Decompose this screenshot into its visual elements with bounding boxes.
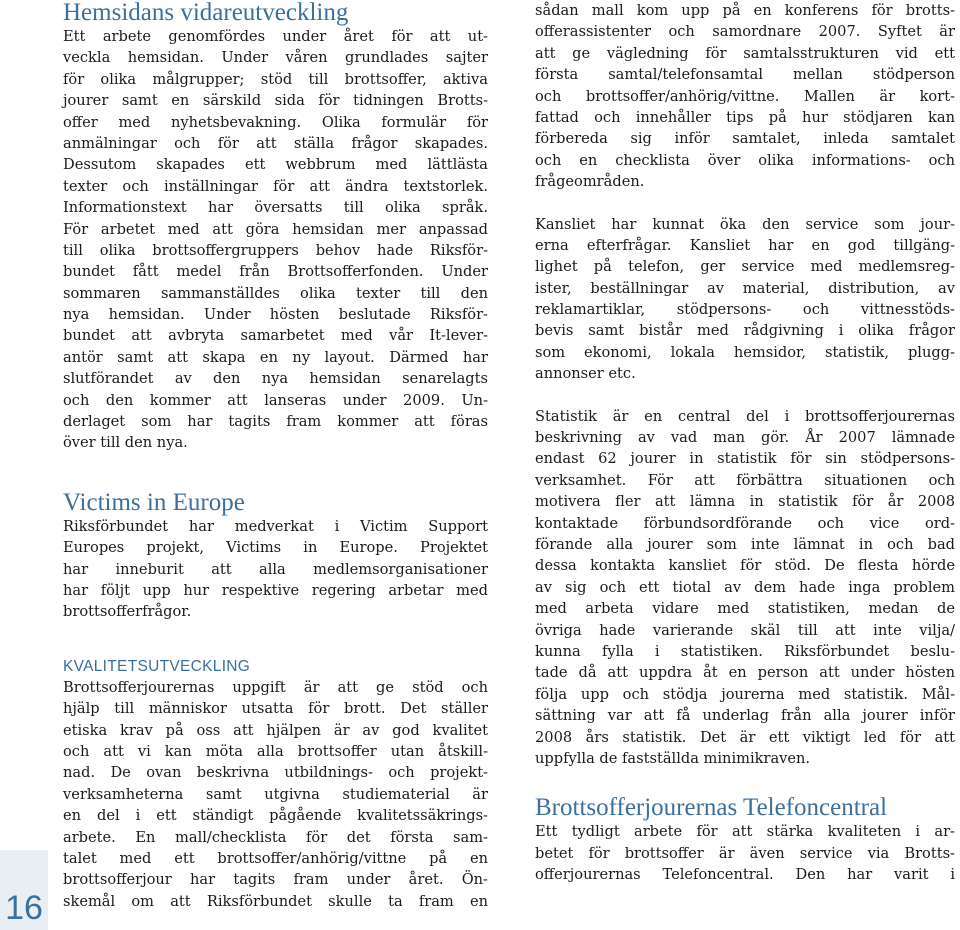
text-line: Informationstext har översatts till olika språk.	[63, 199, 488, 217]
text-line: förande alla jourer som inte lämnat in och bad	[535, 535, 955, 553]
text-line: övriga hade varierande skäl till att inte vilja/	[535, 621, 955, 639]
text-line: en del i ett ständigt pågående kvalitetssäkrings-	[63, 807, 488, 825]
paragraph-telefoncentral	[535, 821, 955, 885]
right-column	[535, 0, 955, 885]
text-line: och brottsoffer/anhörig/vittne. Mallen är kort-	[535, 87, 955, 105]
text-line: Statistik är en central del i brottsofferjourernas	[535, 407, 955, 425]
text-line: sättning var att få underlag från alla jourer inför	[535, 707, 955, 725]
text-line: nya hemsidan. Under hösten beslutade Riksför-	[63, 306, 488, 324]
text-line: brottsofferjour har tagits fram under året. Ön-	[63, 871, 488, 889]
text-line: fattad och innehåller tips på hur stödjaren kan	[535, 108, 955, 126]
text-line: och en checklista över olika informations- och	[535, 151, 955, 169]
text-line: tade då att uppdra åt en person att under hösten	[535, 664, 955, 682]
paragraph-kvalitet	[63, 677, 488, 912]
heading-hemsidans-vidareutveckling: Hemsidans vidareutveckling	[63, 0, 349, 26]
text-line: och den kommer att lanseras under 2009. Un-	[63, 391, 488, 409]
text-line: veckla hemsidan. Under våren grundlades sajter	[63, 49, 488, 67]
text-line: uppfylla de fastställda minimikraven.	[535, 749, 811, 767]
text-line: jourer samt en särskild sida för tidningen Brotts-	[63, 92, 488, 110]
text-line: förbereda sig inför samtalet, inleda samtalet	[535, 130, 955, 148]
text-line: med arbeta vidare med statistiken, medan de	[535, 600, 955, 618]
text-line: bundet fått medel från Brottsofferfonden. Under	[63, 263, 488, 281]
text-line: har inneburit att alla medlemsorganisationer	[63, 560, 488, 578]
text-line: talet med ett brottsoffer/anhörig/vittne på en	[63, 849, 488, 867]
text-line: över till den nya.	[63, 434, 188, 452]
text-line: offerassistenter och samordnare 2007. Syftet är	[535, 23, 955, 41]
text-line: annonser etc.	[535, 365, 636, 383]
text-line: verksamhet. För att förbättra situationen och	[535, 471, 955, 489]
text-line: För arbetet med att göra hemsidan mer anpassad	[63, 220, 488, 238]
text-line: erna efterfrågar. Kansliet har en god tillgäng-	[535, 236, 955, 254]
text-line: offerjourernas Telefoncentral. Den har varit i	[535, 866, 955, 884]
paragraph-victims	[63, 516, 488, 623]
text-line: till olika brottsoffergruppers behov hade Riksför-	[63, 241, 488, 259]
paragraph-hemsidan	[63, 26, 488, 454]
text-line: brottsofferfrågor.	[63, 603, 192, 621]
text-line: derlaget som har tagits fram kommer att föras	[63, 413, 488, 431]
text-line: skemål om att Riksförbundet skulle ta fram en	[63, 892, 488, 910]
text-line: sommaren sammanställdes olika texter till den	[63, 284, 488, 302]
text-line: Brottsofferjourernas uppgift är att ge stöd och	[63, 678, 488, 696]
text-line: kunna fylla i statistiken. Riksförbundet beslu-	[535, 642, 955, 660]
page-number: 16	[0, 850, 48, 930]
text-line: slutförandet av den nya hemsidan senarelagts	[63, 370, 488, 388]
text-line: Riksförbundet har medverkat i Victim Support	[63, 517, 488, 535]
left-column	[63, 0, 488, 912]
text-line: lighet på telefon, ger service med medlemsreg-	[535, 258, 955, 276]
text-line: första samtal/telefonsamtal mellan stödperson	[535, 66, 955, 84]
paragraph-statistik	[535, 406, 955, 770]
text-line: endast 62 jourer in statistik för sin stödpersons-	[535, 450, 955, 468]
heading-victims-in-europe: Victims in Europe	[63, 488, 245, 516]
text-line: texter och inställningar för att ändra textstorlek.	[63, 177, 488, 195]
text-line: Ett tydligt arbete för att stärka kvaliteten i ar-	[535, 823, 955, 841]
text-line: beskrivning av vad man gör. År 2007 lämnade	[535, 429, 955, 447]
text-line: anmälningar och för att ställa frågor skapades.	[63, 134, 488, 152]
heading-kvalitetsutveckling: KVALITETSUTVECKLING	[63, 657, 251, 675]
text-line: antör samt att skapa en ny layout. Därmed har	[63, 348, 488, 366]
text-line: bundet att avbryta samarbetet med vår It-lever-	[63, 327, 488, 345]
text-line: motivera fler att lämna in statistik för år 2008	[535, 493, 955, 511]
text-line: Dessutom skapades ett webbrum med lättlästa	[63, 156, 488, 174]
paragraph-kansliet	[535, 214, 955, 385]
text-line: reklamartiklar, stödpersons- och vittnesstöds-	[535, 301, 955, 319]
text-line: bevis samt bistår med rådgivning i olika frågor	[535, 322, 955, 340]
text-line: frågeområden.	[535, 173, 645, 191]
text-line: nad. De ovan beskrivna utbildnings- och projekt-	[63, 764, 488, 782]
text-line: för olika målgrupper; stöd till brottsoffer, aktiva	[63, 70, 488, 88]
text-line: arbete. En mall/checklista för det första sam-	[63, 828, 488, 846]
text-line: som ekonomi, lokala hemsidor, statistik, plugg-	[535, 343, 955, 361]
text-line: att ge vägledning för samtalsstrukturen vid ett	[535, 44, 955, 62]
text-line: har följt upp hur respektive regering arbetar med	[63, 581, 488, 599]
text-line: Europes projekt, Victims in Europe. Projektet	[63, 539, 488, 557]
text-line: kontaktade förbundsordförande och vice ord-	[535, 514, 955, 532]
text-line: betet för brottsoffer är även service via Brotts-	[535, 844, 955, 862]
text-line: av sig och ett tiotal av dem hade inga problem	[535, 578, 955, 596]
text-line: dessa kontakta kansliet för stöd. De flesta hörde	[535, 557, 955, 575]
text-line: offer med nyhetsbevakning. Olika formulär för	[63, 113, 488, 131]
text-line: verksamheterna samt utgivna studiematerial är	[63, 785, 488, 803]
text-line: Ett arbete genomfördes under året för att ut-	[63, 28, 488, 45]
text-line: ister, beställningar av material, distribution, av	[535, 279, 955, 297]
text-line: följa upp och stödja jourerna med statistik. Mål-	[535, 685, 955, 703]
text-line: 2008 års statistik. Det är ett viktigt led för att	[535, 728, 955, 746]
text-line: och att vi kan möta alla brottsoffer utan åtskill-	[63, 742, 488, 760]
text-line: sådan mall kom upp på en konferens för brotts-	[535, 2, 955, 19]
paragraph-mall	[535, 0, 955, 193]
heading-telefoncentral: Brottsofferjourernas Telefoncentral	[535, 794, 888, 822]
text-line: etiska krav på oss att hjälpen är av god kvalitet	[63, 721, 488, 739]
text-line: hjälp till människor utsatta för brott. Det ställer	[63, 700, 488, 718]
text-line: Kansliet har kunnat öka den service som jour-	[535, 215, 955, 233]
